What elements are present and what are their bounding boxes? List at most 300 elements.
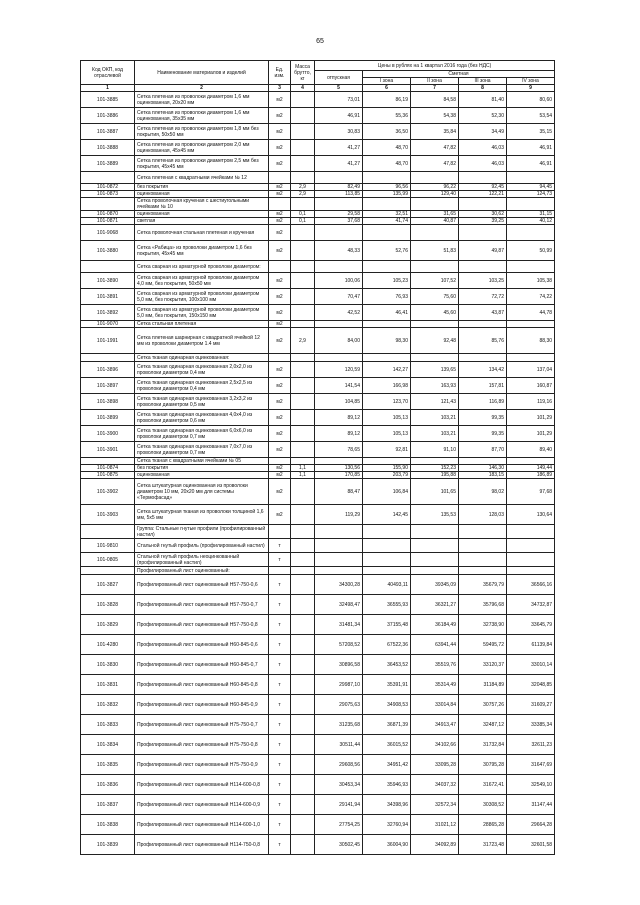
row-release-price: 88,47 [315,479,363,505]
row-code: 101-3900 [81,426,135,442]
row-mass [291,362,315,378]
row-release-price [315,261,363,273]
row-zone-1-price: 48,70 [363,156,411,172]
row-mass [291,108,315,124]
row-name: Профилированный лист оцинкованный Н60-845-0,7 [135,655,269,675]
row-unit: т [269,735,291,755]
table-row [81,553,555,567]
row-name: Сетка стальная плетеная [135,321,269,328]
row-zone-4-price: 44,78 [507,305,555,321]
header-zone-1: I зона [363,78,411,85]
row-code [81,354,135,362]
row-zone-2-price [411,553,459,567]
row-unit: м2 [269,289,291,305]
row-code: 101-3888 [81,140,135,156]
row-zone-3-price: 31184,89 [459,675,507,695]
row-unit: м2 [269,472,291,479]
row-mass [291,735,315,755]
row-code: 101-3902 [81,479,135,505]
row-release-price: 104,85 [315,394,363,410]
row-zone-2-price: 96,22 [411,184,459,191]
row-unit: т [269,539,291,553]
header-estimate-price: Сметная [363,71,555,78]
row-unit: м2 [269,184,291,191]
page-number: 65 [316,38,324,45]
row-zone-4-price: 53,54 [507,108,555,124]
table-row [81,156,555,172]
row-name: Профилированный лист оцинкованный Н114-600-0,8 [135,775,269,795]
row-code: 101-9070 [81,321,135,328]
row-code: 101-0873 [81,191,135,198]
row-zone-1-price: 32,51 [363,211,411,218]
row-zone-3-price: 32487,12 [459,715,507,735]
row-zone-4-price: 46,91 [507,156,555,172]
row-zone-2-price: 39345,09 [411,575,459,595]
row-name: Сетка тканая одинарная оцинкованная 7,0х7,0 из проволоки диаметром 0,7 мм [135,442,269,458]
row-mass [291,567,315,575]
row-name: Профилированный лист оцинкованный Н57-750-0,6 [135,575,269,595]
row-zone-1-price: 46,41 [363,305,411,321]
row-zone-3-price [459,567,507,575]
row-release-price: 30453,34 [315,775,363,795]
row-zone-2-price: 31,65 [411,211,459,218]
row-name: Профилированный лист оцинкованный Н75-750-0,9 [135,755,269,775]
row-zone-4-price: 32048,85 [507,675,555,695]
table-row [81,124,555,140]
row-zone-1-price: 48,70 [363,140,411,156]
row-unit: т [269,635,291,655]
column-number: 9 [507,85,555,92]
row-release-price: 41,27 [315,140,363,156]
row-zone-2-price: 103,21 [411,410,459,426]
row-zone-3-price [459,553,507,567]
row-release-price [315,539,363,553]
table-row [81,479,555,505]
row-code: 101-3898 [81,394,135,410]
row-zone-2-price: 34092,89 [411,835,459,855]
row-zone-1-price: 32760,94 [363,815,411,835]
row-release-price: 113,85 [315,191,363,198]
row-unit: м2 [269,328,291,354]
table-row [81,775,555,795]
row-zone-3-price: 30795,28 [459,755,507,775]
row-zone-4-price [507,553,555,567]
header-release-price: отпускная [315,71,363,85]
table-row [81,755,555,775]
row-zone-1-price [363,525,411,539]
row-zone-1-price: 76,93 [363,289,411,305]
row-zone-2-price: 92,48 [411,328,459,354]
column-number: 6 [363,85,411,92]
row-zone-4-price: 31647,69 [507,755,555,775]
row-code: 101-3829 [81,615,135,635]
row-zone-1-price: 96,56 [363,184,411,191]
row-unit: т [269,835,291,855]
row-name: Сетка плетеная шарнирная с квадратной ячейкой 12 мм из проволоки диаметром 1.4 мм [135,328,269,354]
row-unit: м2 [269,156,291,172]
row-release-price: 141,54 [315,378,363,394]
row-code: 101-3833 [81,715,135,735]
row-mass [291,525,315,539]
row-mass [291,394,315,410]
row-unit: т [269,595,291,615]
table-row [81,198,555,211]
row-zone-1-price [363,354,411,362]
row-zone-2-price: 35314,49 [411,675,459,695]
table-row [81,273,555,289]
row-mass [291,795,315,815]
row-zone-3-price: 31732,84 [459,735,507,755]
row-mass [291,479,315,505]
row-release-price [315,321,363,328]
row-zone-3-price [459,172,507,184]
row-name: Стальной гнутый профиль (профилированный настил) [135,539,269,553]
row-zone-1-price [363,172,411,184]
row-release-price: 27754,25 [315,815,363,835]
row-unit: м2 [269,140,291,156]
row-zone-3-price: 98,02 [459,479,507,505]
row-zone-4-price: 88,30 [507,328,555,354]
row-zone-3-price: 122,21 [459,191,507,198]
row-zone-2-price: 91,10 [411,442,459,458]
row-code [81,261,135,273]
row-zone-3-price: 99,35 [459,426,507,442]
row-release-price [315,567,363,575]
row-code: 101-0874 [81,465,135,472]
row-name: Сетка плетеная из проволоки диаметром 1,6 мм оцинкованная, 35х35 мм [135,108,269,124]
row-name: Профилированный лист оцинкованный Н60-845-0,9 [135,695,269,715]
row-code: 101-3834 [81,735,135,755]
row-mass [291,775,315,795]
row-zone-1-price [363,539,411,553]
row-zone-3-price [459,525,507,539]
row-code: 101-9810 [81,539,135,553]
row-zone-3-price: 28865,28 [459,815,507,835]
row-zone-4-price: 34732,87 [507,595,555,615]
row-zone-2-price: 163,93 [411,378,459,394]
row-code: 101-3899 [81,410,135,426]
row-zone-4-price: 105,38 [507,273,555,289]
table-row [81,635,555,655]
row-release-price: 89,12 [315,410,363,426]
row-name: Сетка сварная из арматурной проволоки диаметром 5,0 мм, без покрытия, 100х100 мм [135,289,269,305]
row-name: Сетка плетеная из проволоки диаметром 2,0 мм оцинкованная, 45х45 мм [135,140,269,156]
row-name: Сетка сварная из арматурной проволоки диаметром: [135,261,269,273]
row-zone-4-price: 94,45 [507,184,555,191]
table-row [81,378,555,394]
row-zone-3-price [459,198,507,211]
row-release-price [315,172,363,184]
row-unit: м2 [269,426,291,442]
row-zone-3-price: 72,72 [459,289,507,305]
row-zone-2-price: 195,88 [411,472,459,479]
row-zone-1-price: 36004,90 [363,835,411,855]
row-zone-2-price: 139,65 [411,362,459,378]
row-name: Сетка плетеная из проволоки диаметром 1,6 мм оцинкованная, 20х20 мм [135,92,269,108]
row-zone-3-price [459,354,507,362]
table-row [81,328,555,354]
row-zone-1-price: 142,45 [363,505,411,525]
row-zone-2-price: 35,84 [411,124,459,140]
table-row [81,472,555,479]
row-unit: т [269,715,291,735]
row-mass [291,124,315,140]
table-header [81,61,555,92]
table-row [81,715,555,735]
row-zone-4-price: 31609,27 [507,695,555,715]
row-code [81,458,135,465]
table-body [81,92,555,855]
row-unit [269,172,291,184]
row-unit: т [269,815,291,835]
row-zone-1-price: 155,90 [363,465,411,472]
row-zone-4-price: 36566,16 [507,575,555,595]
row-name: Сетка тканая с квадратными ячейками № 05 [135,458,269,465]
row-unit [269,525,291,539]
row-code: 101-3837 [81,795,135,815]
table-row [81,354,555,362]
row-name: Профилированный лист оцинкованный Н75-750-0,8 [135,735,269,755]
column-number-row [81,85,555,92]
row-zone-1-price: 40493,11 [363,575,411,595]
row-zone-2-price: 33095,28 [411,755,459,775]
row-code: 101-3901 [81,442,135,458]
row-zone-3-price: 99,35 [459,410,507,426]
row-mass [291,273,315,289]
row-zone-1-price [363,261,411,273]
row-name: без покрытия [135,184,269,191]
row-zone-2-price [411,225,459,241]
row-unit [269,261,291,273]
header-name: Наименование материалов и изделий [135,61,269,85]
row-name: Профилированный лист оцинкованный Н60-845-0,8 [135,675,269,695]
row-zone-2-price [411,354,459,362]
row-zone-3-price: 85,76 [459,328,507,354]
row-zone-3-price: 146,30 [459,465,507,472]
row-unit [269,458,291,465]
table-row [81,615,555,635]
row-release-price: 31481,34 [315,615,363,635]
row-code [81,525,135,539]
row-zone-4-price [507,225,555,241]
row-name: Сетка тканая одинарная оцинкованная 6,0х6,0 из проволоки диаметром 0,7 мм [135,426,269,442]
row-code: 101-3889 [81,156,135,172]
row-zone-1-price [363,198,411,211]
table-row [81,289,555,305]
row-zone-3-price [459,261,507,273]
header-unit: Ед. изм. [269,61,291,85]
row-mass [291,92,315,108]
row-zone-3-price: 46,03 [459,156,507,172]
row-unit: м2 [269,273,291,289]
row-name: без покрытия [135,465,269,472]
row-release-price: 170,85 [315,472,363,479]
row-zone-3-price: 46,03 [459,140,507,156]
row-name: светлая [135,218,269,225]
row-zone-2-price: 84,58 [411,92,459,108]
row-code: 101-3891 [81,289,135,305]
row-zone-4-price: 31147,44 [507,795,555,815]
row-zone-3-price: 33120,37 [459,655,507,675]
row-name: Сетка сварная из арматурной проволоки диаметром 5,0 мм, без покрытия, 150х150 мм [135,305,269,321]
row-mass [291,655,315,675]
row-zone-4-price [507,172,555,184]
row-zone-4-price: 89,40 [507,442,555,458]
row-release-price: 42,52 [315,305,363,321]
row-zone-1-price: 105,13 [363,426,411,442]
column-number: 3 [269,85,291,92]
row-unit: м2 [269,394,291,410]
row-name: Стальной гнутый профиль неоцинкованный (профилированный настил) [135,553,269,567]
row-mass [291,835,315,855]
row-unit: м2 [269,225,291,241]
row-name: Сетка штукатурная оцинкованная из проволоки диаметром 10 мм, 20х20 мм для системы «Термофасад» [135,479,269,505]
row-zone-3-price: 49,87 [459,241,507,261]
row-zone-4-price [507,321,555,328]
row-unit: м2 [269,410,291,426]
table-row [81,410,555,426]
row-zone-1-price: 36015,52 [363,735,411,755]
table-row [81,211,555,218]
row-name: Сетка проволочная стальная плетеная и крученая [135,225,269,241]
row-zone-1-price: 67522,36 [363,635,411,655]
row-zone-2-price [411,567,459,575]
row-zone-2-price [411,525,459,539]
table-row [81,539,555,553]
row-unit: т [269,755,291,775]
row-zone-4-price: 160,87 [507,378,555,394]
row-zone-1-price: 135,99 [363,191,411,198]
row-zone-4-price: 32549,10 [507,775,555,795]
row-zone-3-price: 52,30 [459,108,507,124]
row-code: 101-3890 [81,273,135,289]
table-row [81,695,555,715]
row-unit: т [269,615,291,635]
row-mass [291,198,315,211]
row-release-price: 30511,44 [315,735,363,755]
row-zone-3-price: 128,03 [459,505,507,525]
row-release-price: 41,27 [315,156,363,172]
row-name: Сетка плетеная с квадратными ячейками № 12 [135,172,269,184]
row-unit: м2 [269,505,291,525]
row-zone-3-price: 30,62 [459,211,507,218]
row-release-price [315,525,363,539]
row-mass [291,442,315,458]
row-code: 101-3830 [81,655,135,675]
row-zone-2-price: 103,21 [411,426,459,442]
row-mass [291,156,315,172]
row-unit: м2 [269,191,291,198]
table-row [81,191,555,198]
row-zone-2-price: 101,65 [411,479,459,505]
row-release-price: 82,49 [315,184,363,191]
row-unit: м2 [269,108,291,124]
header-zone-3: III зона [459,78,507,85]
row-mass [291,675,315,695]
row-mass [291,575,315,595]
row-zone-4-price: 80,60 [507,92,555,108]
row-zone-1-price: 41,74 [363,218,411,225]
table-row [81,261,555,273]
row-zone-2-price: 63941,44 [411,635,459,655]
row-zone-2-price: 47,82 [411,156,459,172]
row-name: Профилированный лист оцинкованный Н57-750-0,8 [135,615,269,635]
row-name: Сетка тканая одинарная оцинкованная 2,5х2,5 из проволоки диаметром 0,4 мм [135,378,269,394]
row-name: Сетка плетеная из проволоки диаметром 1,8 мм без покрытия, 50х50 мм [135,124,269,140]
row-mass [291,261,315,273]
row-name: оцинкованная [135,191,269,198]
row-unit: т [269,795,291,815]
row-name: Сетка тканая одинарная оцинкованная 4,0х4,0 из проволоки диаметром 0,6 мм [135,410,269,426]
row-zone-3-price [459,225,507,241]
row-zone-3-price: 30308,52 [459,795,507,815]
row-unit: т [269,655,291,675]
row-zone-2-price [411,198,459,211]
row-zone-4-price: 35,15 [507,124,555,140]
column-number: 8 [459,85,507,92]
row-mass [291,289,315,305]
row-release-price: 29075,63 [315,695,363,715]
row-release-price: 29,58 [315,211,363,218]
row-code [81,567,135,575]
column-number: 4 [291,85,315,92]
row-zone-4-price: 29664,28 [507,815,555,835]
row-code: 101-3827 [81,575,135,595]
row-zone-2-price: 32572,34 [411,795,459,815]
row-code: 101-3892 [81,305,135,321]
row-unit: м2 [269,92,291,108]
table-row [81,655,555,675]
row-zone-1-price: 203,79 [363,472,411,479]
row-zone-3-price: 39,25 [459,218,507,225]
row-unit: м2 [269,211,291,218]
table-row [81,795,555,815]
row-mass [291,505,315,525]
row-zone-1-price [363,458,411,465]
row-zone-3-price: 43,87 [459,305,507,321]
row-release-price: 34300,28 [315,575,363,595]
row-zone-2-price [411,458,459,465]
row-release-price [315,198,363,211]
row-zone-3-price: 31723,48 [459,835,507,855]
table-row [81,321,555,328]
row-release-price: 29141,94 [315,795,363,815]
row-code: 101-4280 [81,635,135,655]
row-zone-3-price: 59495,72 [459,635,507,655]
row-unit: т [269,675,291,695]
table-row [81,241,555,261]
row-zone-4-price: 31,15 [507,211,555,218]
table-row [81,140,555,156]
row-zone-3-price: 134,42 [459,362,507,378]
row-code: 101-0805 [81,553,135,567]
row-code: 101-3839 [81,835,135,855]
row-name: Сетка проволочная крученая с шестиугольными ячейками № 10 [135,198,269,211]
row-mass [291,410,315,426]
row-zone-4-price: 32611,23 [507,735,555,755]
row-zone-4-price: 186,89 [507,472,555,479]
table-row [81,505,555,525]
row-zone-1-price: 86,19 [363,92,411,108]
row-release-price: 32498,47 [315,595,363,615]
row-mass [291,815,315,835]
row-zone-4-price: 32601,58 [507,835,555,855]
row-unit: т [269,695,291,715]
row-code [81,172,135,184]
table-row [81,465,555,472]
row-zone-1-price: 34951,42 [363,755,411,775]
row-zone-2-price: 34102,66 [411,735,459,755]
